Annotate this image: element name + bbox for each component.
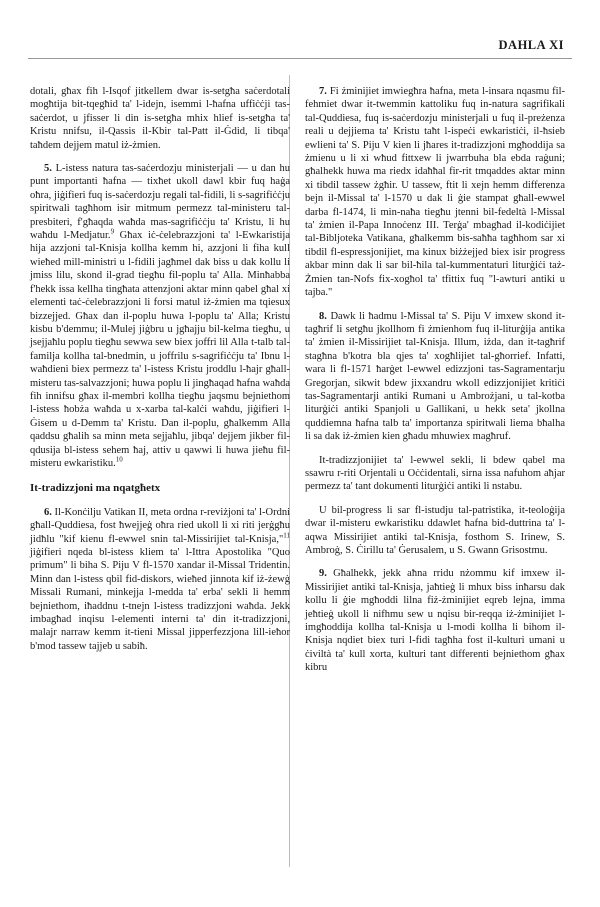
paragraph-8-text: Dawk li ħadmu l-Missal ta' S. Piju V imxew skond it-tagħrif li setgħu jkollhom fi żmienhom fuq il-liturġija antika ta' żmien il-Missirijiet tal-Knisja. Illum, iżda, dan it-tagħrif stagħna b'kotra bla qjes ta' xogħlijiet tal-għorrief. Infatti, wara li fl-1571 ħarġet l-ewwel edizzjoni tas-Sagramentarju Gregorjan, sikwit bdew jixxandru wkoll edizzjonijiet kritiċi tas-Sagramentarji antiki Rumani u Ambrożjani, u tal-kotba liturġiċi antiki Spanjoli u Gallikani, u hekk seta' jkollna quddiemna ħafna talb ta' importanza spiritwali liema bħalha li sa dak iż-żmien kien għadu mhuwiex magħruf. xyxy=(305,310,565,443)
section-heading: It-tradizzjoni ma nqatgħetx xyxy=(30,482,161,495)
paragraph-9-text: Għalhekk, jekk aħna rridu nżommu kif imxew il-Missirijiet antiki tal-Knisja, jaħtieġ li mhux biss inħarsu dak kollu li ġie mgħoddi lilna fiż-żminijiet eqreb lejna, imma jeħtieġ ukoll li nifhmu sew u nqisu bir-reqqa iż-żminijiet l-imgħoddija kollha tal-Knisja u l-modi kollha li bihom il-Knisja nqdiet biex turi l-fidi tagħha fost il-kulturi umani u ċiviltà ta' kull xorta, kulturi tant differenti bejniethom għax kibru xyxy=(305,568,566,674)
footnote-marker-11: 11 xyxy=(283,531,290,540)
paragraph-9-number: 9. xyxy=(319,568,327,580)
paragraph-5-number: 5. xyxy=(44,163,52,175)
paragraph-6 xyxy=(30,506,290,653)
paragraph-9 xyxy=(305,567,565,674)
footnote-marker-10: 10 xyxy=(115,455,123,464)
paragraph-8b: It-tradizzjonijiet ta' l-ewwel sekli, li bdew qabel ma ssawru r-riti Orjentali u Oċċidentali, sirna issa nafuhom aħjar permezz ta' tant dokumenti liturġiċi antiki li nstabu. xyxy=(305,454,565,493)
paragraph-6-text-a: Il-Konċilju Vatikan II, meta ordna r-reviżjoni ta' l-Ordni għall-Quddiesa, fost ħwejjeġ oħra ried ukoll li xi riti jerġgħu jidħlu "kif kienu fl-ewwel snin tal-Missirijiet tal-Knisja," xyxy=(30,506,291,545)
paragraph-5-text-b: Għax iċ-ċelebrazzjoni ta' l-Ewkaristija hija azzjoni tal-Knisja kollha kemm hi, azzjoni li fiha kull wieħed mill-ministri u l-fidili jagħmel dak biss u dak kollu li jmiss lilu, skond il-grad tiegħu fil-poplu ta' Alla. Minħabba f'hekk issa kellha tingħata attenzjoni aktar minn qabel għal xi elementi taċ-ċelebrazzjoni li forsi matul iż-żmien ma tqiesux bizzejjed. Għax dan il-poplu huwa l-poplu ta' Alla; Kristu kisbu b'demmu; il-Mulej jiġbru u jgħajju bil-kelma tiegħu, u jsejjaħlu poplu tiegħu sewwa sew biex joffri lil Alla t-talb tal-familja kollha tal-bnedmin, u joffrilu s-sagrifiċċju ta' Ibnu l-waħdieni biex permezz ta' l-istess Kristu jroddlu l-ħajr għall-misteru tas-salvazzjoni; huwa poplu li jingħaqad ħafna waħda fih innifsu għax il-membri kollha tiegħu jaqsmu bejniethom l-istess ħobża waħda u x-xarba tal-kalċi waħdu, jiġifieri l-Ġisem u d-Demm ta' Kristu. Dan il-poplu, għalkemm Alla qaddsu għalih sa minn meta sejjaħlu, jibqa' dejjem jikber fil-qdusija bl-istess sehem ħaj, attiv u qawwi li huwa jieħu fil-misteru ewkaristiku. xyxy=(30,230,290,469)
paragraph-7-text: Fi żminijiet imwiegħra ħafna, meta l-insara nqasmu fil-fehmiet dwar it-twemmin kattoliku fuq in-natura sagrifikali tal-Quddiesa, fuq is-saċerdozju ministerjali u fuq il-preżenza reali u dejjiema ta' Kristu taħt l-ispeċi ewkaristiċi, il-ħsieb ewlieni ta' S. Piju V kien li jħares it-tradizzjoni mgħoddija sa żmienu u li xi wħud fittxew li jwarrbuha bla ebda raġuni; għalhekk huwa ma riedx idaħħal fir-rit tmqaddes aktar minn xi tibdil tassew żgħir. U tassew, ftit li xejn hemm differenza bejn il-Missal ta' l-1570 u dak li ġie stampat għall-ewwel darba fl-1474, li min-naħa tiegħu jtenni bil-fedeltà l-Missal ta' żmien il-Papa Innoċenz III. Terġa' mbagħad il-kodiċijiet tal-Bibljoteka Vatikana, għalkemm bis-saħħa tagħhom sar xi tibdil fl-espressjonijiet, ma kinux biżżejjed biex isir progress akbar minn dak li sar bil-ħila tal-kummentaturi liturġiċi taż-Żmien tan-Nofs fix-xogħol ta' tfittix fuq "l-awturi antiki u tajba." xyxy=(305,86,566,299)
paragraph-6-number: 6. xyxy=(44,506,52,518)
paragraph-7 xyxy=(305,85,565,300)
paragraph-8c: U bil-progress li sar fl-istudju tal-patristika, it-teoloġija dwar il-misteru ewkaristiku ddawlet ħafna bid-duttrina ta' l-aqwa Missirijiet antiki tal-Knisja, fosthom S. Irinew, S. Ambroġ, S. Ċirillu ta' Ġerusalem, u S. Gwann Grisostmu. xyxy=(305,504,565,556)
footnote-marker-9: 9 xyxy=(110,227,115,236)
paragraph-8-number: 8. xyxy=(319,310,327,322)
left-column xyxy=(30,85,290,663)
header-rule xyxy=(28,58,572,59)
paragraph-7-number: 7. xyxy=(319,86,327,97)
page-header: DAHLA XI xyxy=(498,38,564,52)
paragraph-8 xyxy=(305,310,565,444)
right-column xyxy=(305,85,565,685)
paragraph-6-text-b: jiġifieri nqeda bl-istess kliem ta' l-Ittra Apostolika "Quo primum" li biha S. Piju V fl-1570 xandar il-Missal Tridentin. Minn dan l-istess qbil fid-diskors, wieħed jinnota kif iż-żewġ Missali Rumani, minkejja l-medda ta' erba' sekli li hemm bejniethom, iħaddnu t-tnejn l-istess tradizzjoni waħda. Jekk imbagħad inqisu l-elementi interni ta' din it-tradizzjoni, malajr narraw kemm it-tieni Missal jipperfezzjona lill-ieħor b'mod tassew tajjeb u sabiħ. xyxy=(30,547,290,652)
paragraph-5 xyxy=(30,162,290,470)
paragraph-5-text-a: L-istess natura tas-saċerdozju ministerjali — u dan hu punt importanti ħafna — tixħet ukoll dawl kbir fuq haġa oħra, jiġifieri fuq is-saċerdozju regali tal-fidili, li s-sagrifiċċju spiritwali tagħhom isir mitmum permezz tal-ministeru tal-presbiteri, f'għaqda waħda mas-sagrifiċċju ta' Kristu, li hu waħdu l-Medjatur. xyxy=(30,163,291,242)
paragraph-continued: dotali, għax fih l-Isqof jitkellem dwar is-setgħa saċerdotali mogħtija bit-tqegħid ta' l-idejn, isemmi l-ħafna uffiċċji tas-saċerdot, u jfisser li din is-setgħa mhix hlief is-setgħa ta' Kristu nnifsu, il-Qassis il-Kbir tal-Patt il-Ġdid, li tibqa' taħdem dejjem matul iż-żmien. xyxy=(30,86,290,151)
